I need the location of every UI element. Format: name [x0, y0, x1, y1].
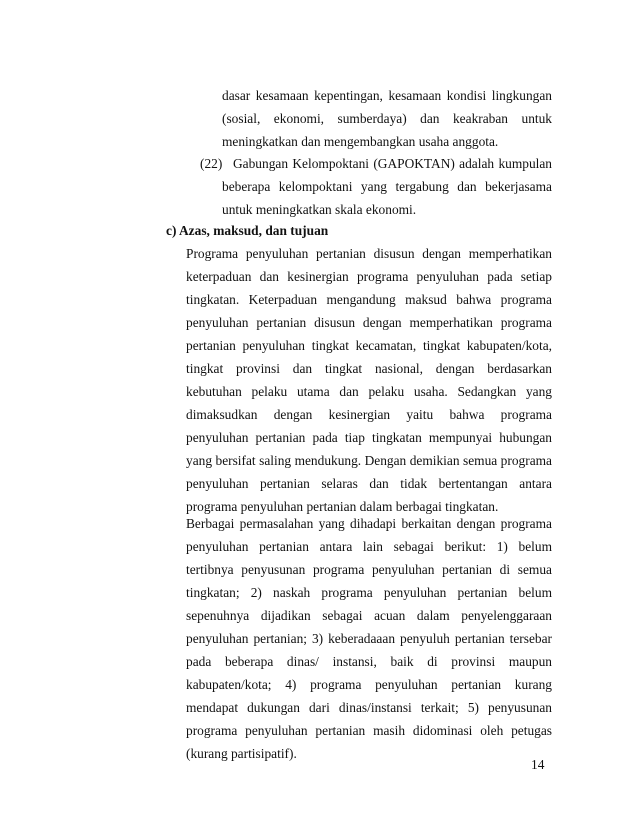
text-line: (sosial, ekonomi, sumberdaya) dan keakraban untuk [222, 111, 552, 126]
text-line: programa penyuluhan pertanian dalam berbagai tingkatan. [186, 499, 499, 514]
text-line: programa penyuluhan pertanian masih didominasi oleh petugas [186, 723, 552, 738]
text-line: sepenuhnya dijadikan sebagai acuan dalam penyelenggaraan [186, 608, 552, 623]
text-line: penyuluhan pertanian pada tiap tingkatan mempunyai hubungan [186, 430, 552, 445]
text-line: yang bersifat saling mendukung. Dengan demikian semua programa [186, 453, 552, 468]
text-line: untuk meningkatkan skala ekonomi. [222, 202, 417, 217]
text-line: pada beberapa dinas/ instansi, baik di provinsi maupun [186, 654, 552, 669]
text-line: penyuluhan pertanian selaras dan tidak bertentangan antara [186, 476, 552, 491]
text-line: tingkatan. Keterpaduan mengandung maksud bahwa programa [186, 292, 552, 307]
text-line: pertanian penyuluhan tingkat kecamatan, tingkat kabupaten/kota, [186, 338, 552, 353]
text-line: keterpaduan dan kesinergian programa penyuluhan pada setiap [186, 269, 552, 284]
text-line: mendapat dukungan dari dinas/instansi terkait; 5) penyusunan [186, 700, 552, 715]
text-line: meningkatkan dan mengembangkan usaha anggota. [222, 134, 499, 149]
text-line: tingkatan; 2) naskah programa penyuluhan pertanian belum [186, 585, 552, 600]
page-number: 14 [531, 757, 545, 772]
text-line: beberapa kelompoktani yang tergabung dan bekerjasama [222, 179, 552, 194]
text-line: penyuluhan pertanian; 3) keberadaaan penyuluh pertanian tersebar [186, 631, 552, 646]
text-line: kabupaten/kota; 4) programa penyuluhan pertanian kurang [186, 677, 552, 692]
paragraph-1 [186, 242, 552, 518]
text-line: (kurang partisipatif). [186, 746, 297, 761]
definition-22 [222, 152, 552, 221]
text-line: Gabungan Kelompoktani (GAPOKTAN) adalah kumpulan [233, 156, 552, 171]
definition-21-continuation [222, 84, 552, 153]
text-line: kebutuhan pelaku utama dan pelaku usaha. Sedangkan yang [186, 384, 552, 399]
text-line: tertibnya penyusunan programa penyuluhan pertanian di semua [186, 562, 552, 577]
text-line: dasar kesamaan kepentingan, kesamaan kondisi lingkungan [222, 88, 552, 103]
text-line: dimaksudkan dengan kesinergian yaitu bahwa programa [186, 407, 552, 422]
text-line: penyuluhan pertanian antara lain sebagai berikut: 1) belum [186, 539, 552, 554]
text-line: tingkat provinsi dan tingkat nasional, dengan berdasarkan [186, 361, 552, 376]
text-line: Berbagai permasalahan yang dihadapi berkaitan dengan programa [186, 516, 552, 531]
definition-22-number: (22) [200, 156, 223, 171]
section-heading: c) Azas, maksud, dan tujuan [166, 223, 329, 238]
text-line: Programa penyuluhan pertanian disusun dengan memperhatikan [186, 246, 552, 261]
paragraph-2 [186, 512, 552, 765]
text-line: penyuluhan pertanian disusun dengan memperhatikan programa [186, 315, 552, 330]
